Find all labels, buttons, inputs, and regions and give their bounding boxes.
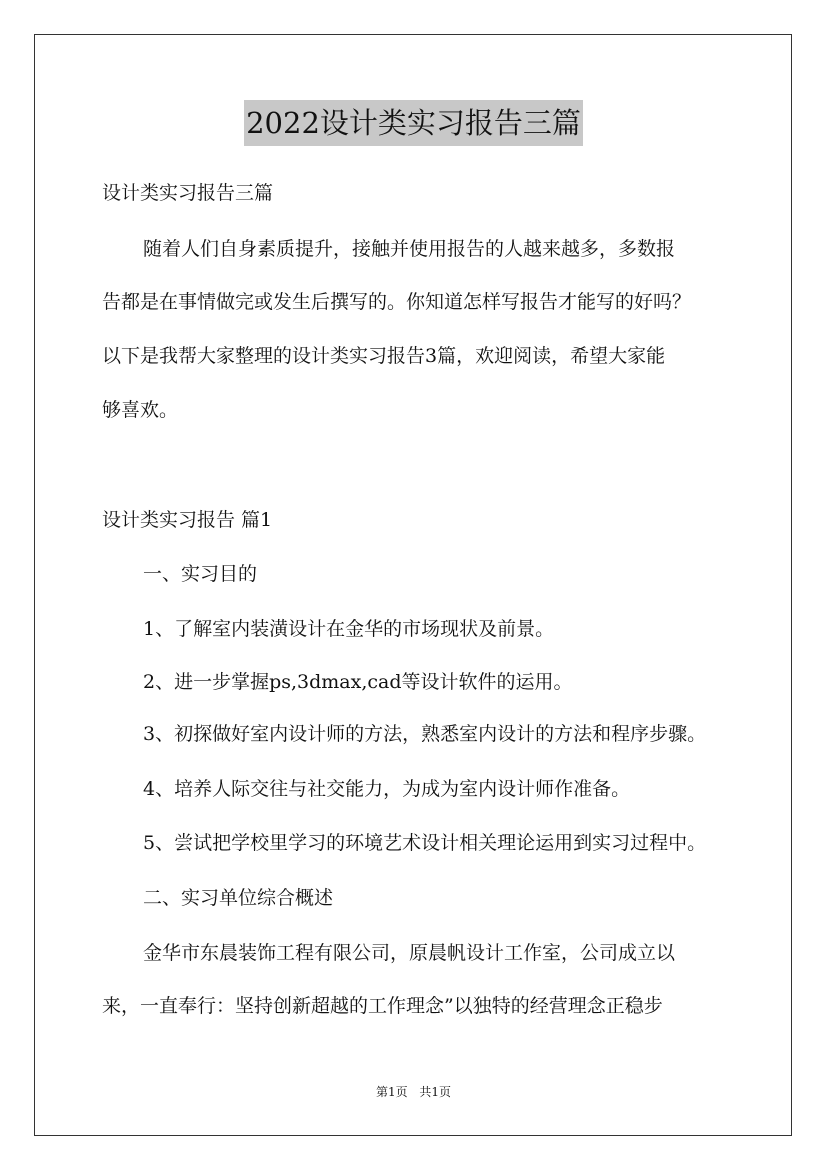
part1-heading: 一、实习目的 <box>143 563 258 585</box>
intro-line-4: 够喜欢。 <box>102 399 179 421</box>
goal-item-4: 4、培养人际交往与社交能力，为成为室内设计师作准备。 <box>143 778 631 800</box>
company-line-1: 金华市东晨装饰工程有限公司，原晨帆设计工作室，公司成立以 <box>143 942 676 964</box>
section-heading: 设计类实习报告 篇1 <box>102 509 273 531</box>
goal-item-5: 5、尝试把学校里学习的环境艺术设计相关理论运用到实习过程中。 <box>143 832 707 854</box>
company-line-2: 来，一直奉行：坚持创新超越的工作理念”以独特的经营理念正稳步 <box>102 995 663 1017</box>
page-number: 第1页 <box>375 1085 408 1099</box>
intro-line-2: 告都是在事情做完或发生后撰写的。你知道怎样写报告才能写的好吗？ <box>102 291 692 313</box>
document-subtitle: 设计类实习报告三篇 <box>102 182 274 204</box>
page-total: 共1页 <box>419 1085 452 1099</box>
part2-heading: 二、实习单位综合概述 <box>143 887 334 909</box>
document-title: 2022设计类实习报告三篇 <box>244 100 583 146</box>
goal-item-3: 3、初探做好室内设计师的方法，熟悉室内设计的方法和程序步骤。 <box>143 723 707 745</box>
goal-item-2: 2、进一步掌握ps,3dmax,cad等设计软件的运用。 <box>143 671 573 693</box>
title-wrap <box>0 100 827 146</box>
intro-line-1: 随着人们自身素质提升，接触并使用报告的人越来越多，多数报 <box>143 238 676 260</box>
intro-line-3: 以下是我帮大家整理的设计类实习报告3篇，欢迎阅读，希望大家能 <box>102 345 666 367</box>
goal-item-1: 1、了解室内装潢设计在金华的市场现状及前景。 <box>143 618 555 640</box>
page-footer <box>0 1084 827 1100</box>
